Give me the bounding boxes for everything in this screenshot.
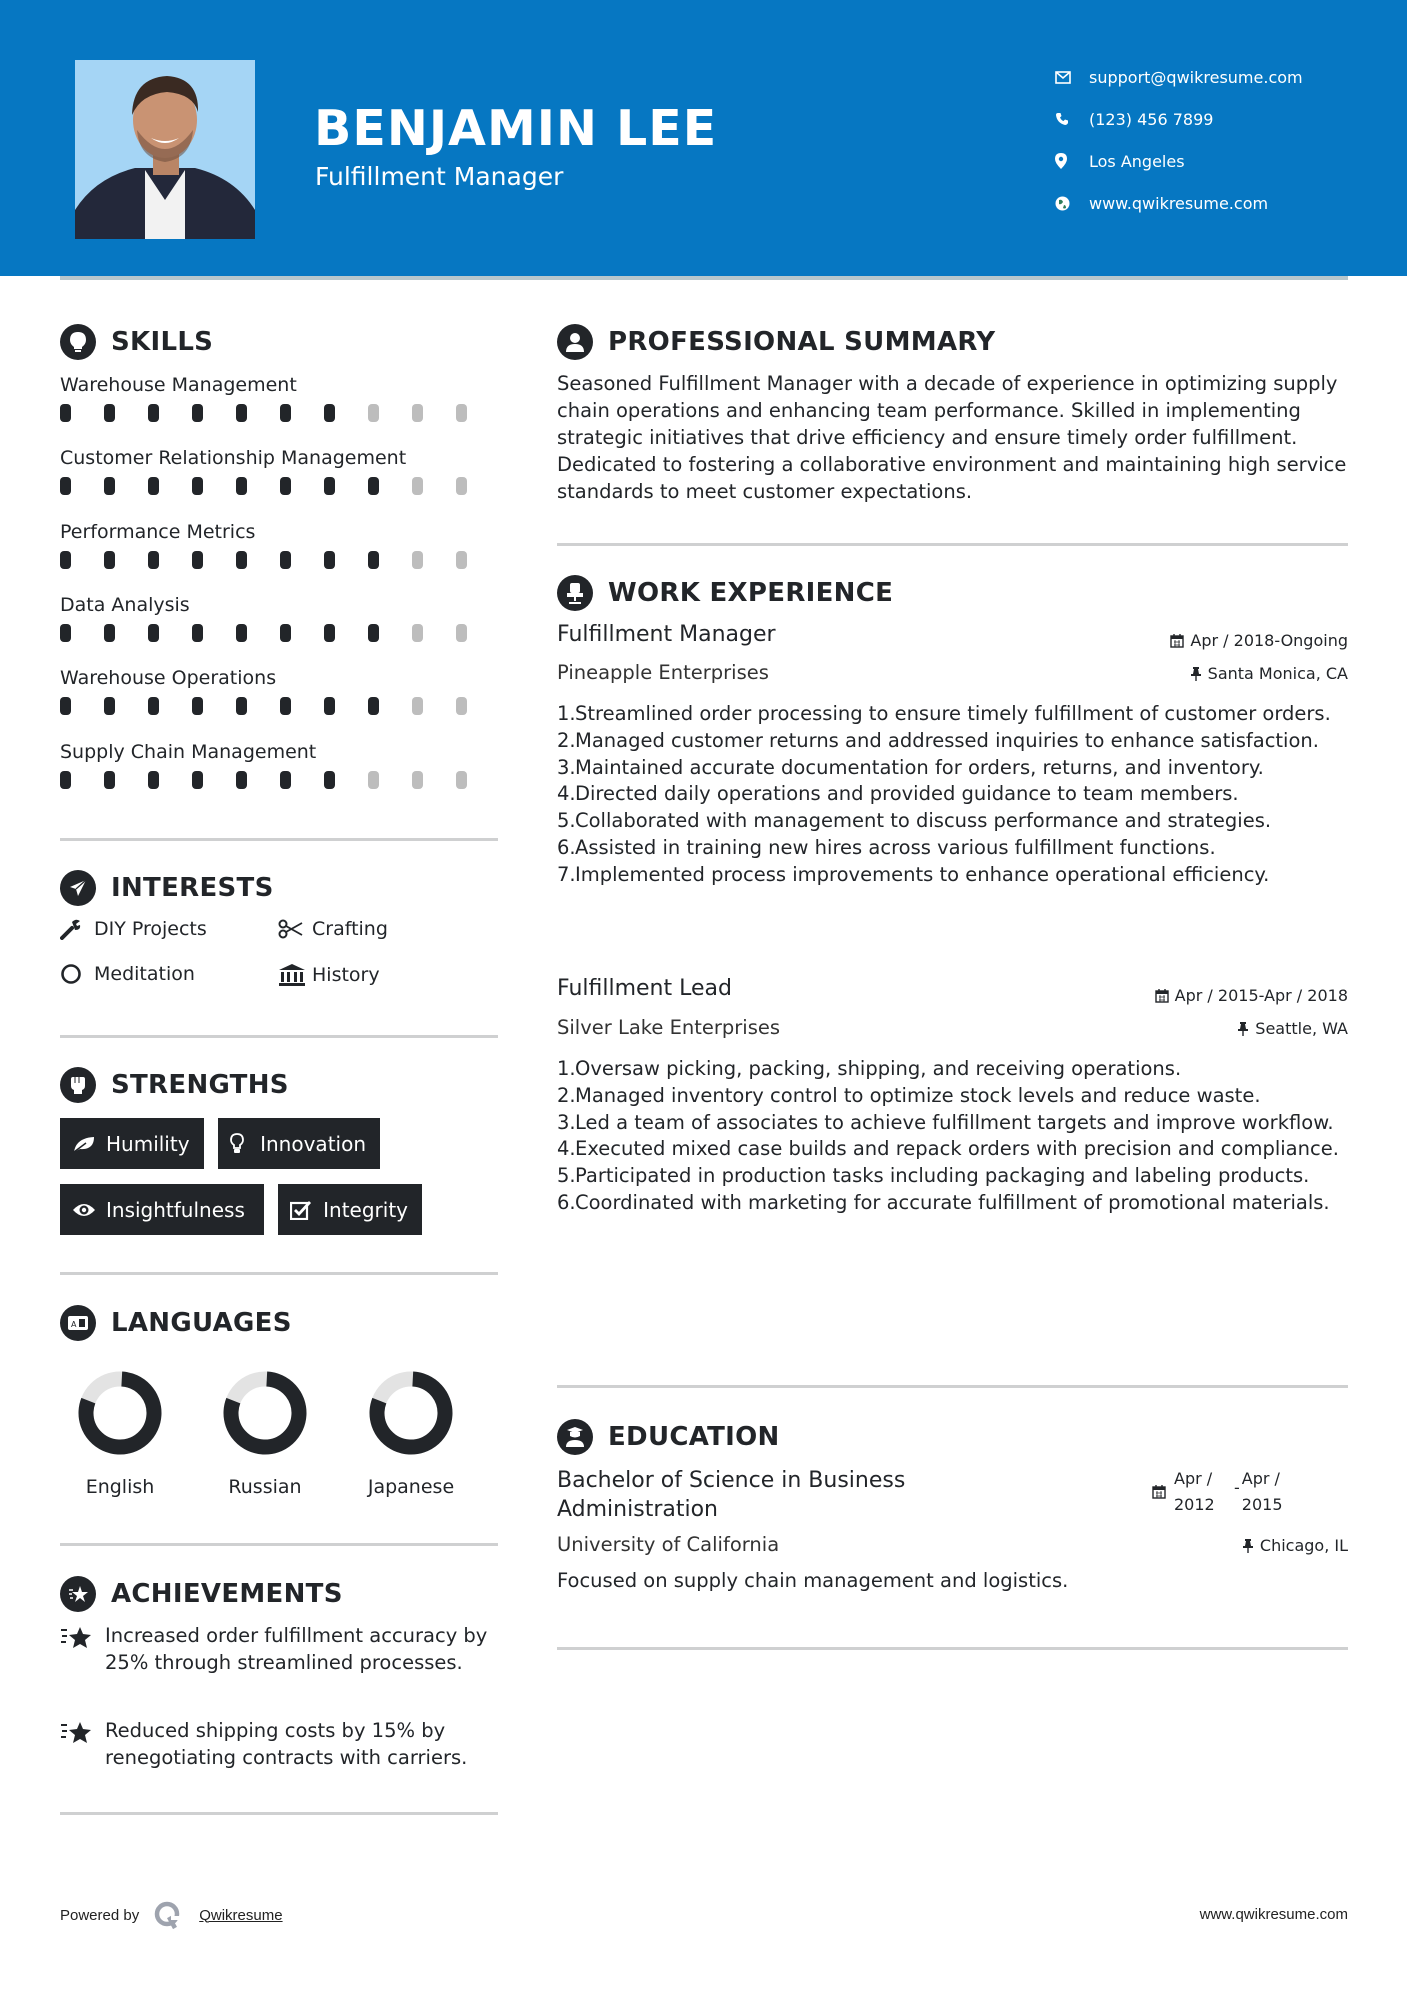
language-donut-chart	[366, 1368, 456, 1458]
rating-dot	[104, 477, 115, 495]
interest-item: Crafting	[278, 918, 388, 940]
language-item	[192, 1368, 338, 1498]
strength-chip: Innovation	[218, 1118, 380, 1169]
rating-dot	[368, 551, 379, 569]
skill-item	[60, 372, 500, 424]
skill-item	[60, 592, 500, 644]
candidate-name: BENJAMIN LEE	[314, 100, 718, 157]
rating-dot	[456, 404, 467, 422]
language-item	[338, 1368, 484, 1498]
job-bullet: 5. Collaborated with management to discuss performance and strategies.	[557, 809, 1272, 833]
job-bullets	[557, 1056, 1347, 1217]
skill-rating	[60, 402, 500, 424]
checkbox-icon	[290, 1200, 323, 1220]
skill-rating	[60, 475, 500, 497]
rating-dot	[412, 624, 423, 642]
language-item	[47, 1368, 193, 1498]
job-bullet: 4. Executed mixed case builds and repack orders with precision and compliance.	[557, 1137, 1339, 1161]
contact-phone[interactable]	[1055, 98, 1303, 140]
location-text: Los Angeles	[1089, 151, 1185, 171]
map-marker-icon	[1055, 153, 1089, 169]
rating-dot	[192, 697, 203, 715]
rating-dot	[148, 624, 159, 642]
svg-text:A: A	[71, 1320, 77, 1329]
degree-title: Bachelor of Science in Business Administration	[557, 1468, 906, 1522]
phone-icon	[1055, 112, 1089, 126]
rating-dot	[368, 477, 379, 495]
office-chair-icon	[557, 575, 593, 611]
job-bullet: 6. Coordinated with marketing for accurate fulfillment of promotional materials.	[557, 1190, 1330, 1214]
job-bullet: 2. Managed customer returns and addressed inquiries to enhance satisfaction.	[557, 728, 1319, 752]
rating-dot	[148, 551, 159, 569]
education-dates: Apr / 2012 - Apr / 2015	[1152, 1466, 1283, 1518]
rating-dot	[148, 771, 159, 789]
rating-dot	[236, 477, 247, 495]
shooting-star-icon	[60, 1717, 105, 1771]
rating-dot	[192, 624, 203, 642]
rating-dot	[60, 551, 71, 569]
job-title: Fulfillment Manager	[557, 622, 776, 647]
skill-item	[60, 665, 500, 717]
pushpin-icon	[1242, 1538, 1254, 1553]
languages-heading: A LANGUAGES	[60, 1305, 292, 1341]
education-heading: EDUCATION	[557, 1419, 780, 1455]
rating-dot	[192, 404, 203, 422]
rating-dot	[192, 771, 203, 789]
section-divider	[557, 1647, 1348, 1650]
institution-icon	[278, 963, 312, 987]
rating-dot	[324, 624, 335, 642]
section-divider	[557, 1385, 1348, 1388]
education-location: Chicago, IL	[1242, 1536, 1348, 1555]
job-bullets	[557, 701, 1347, 889]
language-name: Japanese	[367, 1476, 455, 1498]
interest-item: History	[278, 963, 380, 987]
calendar-icon	[1155, 988, 1169, 1003]
rating-dot	[148, 404, 159, 422]
rating-dot	[148, 697, 159, 715]
leaf-icon	[72, 1135, 106, 1153]
skill-item	[60, 445, 500, 497]
language-donut-chart	[75, 1368, 165, 1458]
header-banner	[0, 0, 1407, 276]
rating-dot	[104, 551, 115, 569]
skill-rating	[60, 549, 500, 571]
rating-dot	[456, 697, 467, 715]
interest-item: Meditation	[60, 963, 195, 985]
qwikresume-link[interactable]: Qwikresume	[199, 1906, 283, 1924]
rating-dot	[280, 551, 291, 569]
school-name: University of California	[557, 1533, 780, 1556]
website-text: www.qwikresume.com	[1089, 193, 1269, 213]
calendar-icon	[1170, 633, 1184, 648]
candidate-title: Fulfillment Manager	[315, 162, 564, 191]
rating-dot	[324, 404, 335, 422]
header-divider	[60, 276, 1348, 280]
rating-dot	[412, 551, 423, 569]
job-dates: Apr / 2018-Ongoing	[1170, 631, 1348, 650]
fist-icon	[60, 1067, 96, 1103]
language-name: Russian	[228, 1476, 302, 1498]
job-location: Santa Monica, CA	[1190, 664, 1348, 683]
rating-dot	[280, 624, 291, 642]
wrench-icon	[60, 918, 94, 940]
rating-dot	[60, 697, 71, 715]
graduate-icon	[557, 1419, 593, 1455]
rating-dot	[412, 404, 423, 422]
calendar-icon	[1152, 1466, 1166, 1518]
strengths-heading: STRENGTHS	[60, 1067, 289, 1103]
strength-chip: Insightfulness	[60, 1184, 264, 1235]
rating-dot	[412, 697, 423, 715]
skill-name: Warehouse Management	[60, 374, 297, 396]
rating-dot	[236, 771, 247, 789]
rating-dot	[236, 624, 247, 642]
rating-dot	[368, 404, 379, 422]
rating-dot	[412, 477, 423, 495]
job-bullet: 2. Managed inventory control to optimize stock levels and reduce waste.	[557, 1083, 1261, 1107]
skill-name: Performance Metrics	[60, 520, 256, 543]
language-donut-chart	[220, 1368, 310, 1458]
rating-dot	[236, 404, 247, 422]
skill-name: Data Analysis	[60, 593, 190, 616]
summary-heading: PROFESSIONAL SUMMARY	[557, 324, 995, 360]
job-bullet: 5. Participated in production tasks including packaging and labeling products.	[557, 1164, 1310, 1188]
rating-dot	[104, 771, 115, 789]
rating-dot	[456, 624, 467, 642]
section-divider	[60, 838, 498, 841]
rating-dot	[104, 697, 115, 715]
rating-dot	[60, 404, 71, 422]
footer-powered-by: Powered by Qwikresume	[60, 1900, 283, 1930]
skill-item	[60, 739, 500, 791]
education-description: Focused on supply chain management and logistics.	[557, 1569, 1069, 1592]
rating-dot	[192, 477, 203, 495]
section-divider	[60, 1272, 498, 1275]
paper-plane-icon	[60, 870, 96, 906]
rating-dot	[104, 624, 115, 642]
job-bullet: 7. Implemented process improvements to enhance operational efficiency.	[557, 862, 1270, 886]
qwikresume-logo-icon	[153, 1900, 183, 1930]
skill-name: Customer Relationship Management	[60, 447, 407, 470]
rating-dot	[280, 771, 291, 789]
star-icon	[60, 1576, 96, 1612]
skills-heading: SKILLS	[60, 324, 213, 360]
envelope-icon	[1055, 71, 1089, 84]
interests-heading: INTERESTS	[60, 870, 274, 906]
rating-dot	[324, 477, 335, 495]
experience-heading: WORK EXPERIENCE	[557, 575, 893, 611]
skill-name: Warehouse Operations	[60, 667, 277, 690]
rating-dot	[324, 551, 335, 569]
pushpin-icon	[1190, 666, 1202, 681]
rating-dot	[60, 771, 71, 789]
phone-text: (123) 456 7899	[1089, 109, 1214, 129]
section-divider	[60, 1035, 498, 1038]
company-name: Silver Lake Enterprises	[557, 1016, 781, 1039]
achievements-heading: ACHIEVEMENTS	[60, 1576, 343, 1612]
rating-dot	[148, 477, 159, 495]
contact-list	[1055, 56, 1303, 224]
rating-dot	[324, 697, 335, 715]
lightbulb-icon	[230, 1133, 260, 1155]
job-dates: Apr / 2015-Apr / 2018	[1155, 986, 1348, 1005]
summary-text: Seasoned Fulfillment Manager with a decade of experience in optimizing supply chain operations and enhancing team performance. Skilled in implementing strategic initiatives that drive efficiency and ensure timely order fulfillment. Dedicated to fostering a collaborative environment and maintaining high service standards to meet customer expectations.	[557, 372, 1347, 503]
skill-name: Supply Chain Management	[60, 740, 317, 763]
rating-dot	[280, 404, 291, 422]
user-icon	[557, 324, 593, 360]
rating-dot	[236, 697, 247, 715]
rating-dot	[456, 551, 467, 569]
rating-dot	[456, 477, 467, 495]
language-name: English	[85, 1476, 155, 1498]
rating-dot	[60, 624, 71, 642]
contact-email[interactable]	[1055, 56, 1303, 98]
skill-rating	[60, 622, 500, 644]
section-divider	[557, 543, 1348, 546]
rating-dot	[280, 477, 291, 495]
rating-dot	[280, 697, 291, 715]
achievement-item: Reduced shipping costs by 15% by renegotiating contracts with carriers.	[60, 1717, 510, 1771]
rating-dot	[192, 551, 203, 569]
job-bullet: 3. Led a team of associates to achieve fulfillment targets and improve workflow.	[557, 1110, 1334, 1134]
rating-dot	[368, 624, 379, 642]
rating-dot	[368, 771, 379, 789]
job-bullet: 3. Maintained accurate documentation for orders, returns, and inventory.	[557, 755, 1264, 779]
rating-dot	[236, 551, 247, 569]
rating-dot	[412, 771, 423, 789]
company-name: Pineapple Enterprises	[557, 661, 769, 684]
rating-dot	[60, 477, 71, 495]
email-text: support@qwikresume.com	[1089, 67, 1303, 87]
skill-rating	[60, 695, 500, 717]
pushpin-icon	[1237, 1021, 1249, 1036]
rating-dot	[104, 404, 115, 422]
profile-photo	[75, 60, 255, 239]
scissors-icon	[278, 919, 312, 939]
job-location: Seattle, WA	[1237, 1019, 1348, 1038]
rating-dot	[456, 771, 467, 789]
rating-dot	[368, 697, 379, 715]
footer-url[interactable]: www.qwikresume.com	[1199, 1906, 1348, 1923]
globe-icon	[1055, 196, 1089, 211]
eye-icon	[72, 1202, 106, 1218]
achievement-item: Increased order fulfillment accuracy by 25% through streamlined processes.	[60, 1622, 510, 1676]
job-bullet: 1. Oversaw picking, packing, shipping, and receiving operations.	[557, 1057, 1182, 1080]
circle-icon	[60, 963, 94, 985]
contact-location	[1055, 140, 1303, 182]
skill-item	[60, 519, 500, 571]
strength-chip: Humility	[60, 1118, 204, 1169]
strength-chip: Integrity	[278, 1184, 422, 1235]
job-bullet: 4. Directed daily operations and provided guidance to team members.	[557, 782, 1239, 806]
shooting-star-icon	[60, 1622, 105, 1676]
job-title: Fulfillment Lead	[557, 976, 732, 1001]
rating-dot	[324, 771, 335, 789]
lightbulb-icon	[60, 324, 96, 360]
job-bullet: 1. Streamlined order processing to ensure timely fulfillment of customer orders.	[557, 702, 1331, 725]
interest-item: DIY Projects	[60, 918, 207, 940]
job-bullet: 6. Assisted in training new hires across various fulfillment functions.	[557, 835, 1216, 859]
language-icon	[60, 1305, 96, 1341]
section-divider	[60, 1812, 498, 1815]
skill-rating	[60, 769, 500, 791]
contact-website[interactable]	[1055, 182, 1303, 224]
section-divider	[60, 1543, 498, 1546]
